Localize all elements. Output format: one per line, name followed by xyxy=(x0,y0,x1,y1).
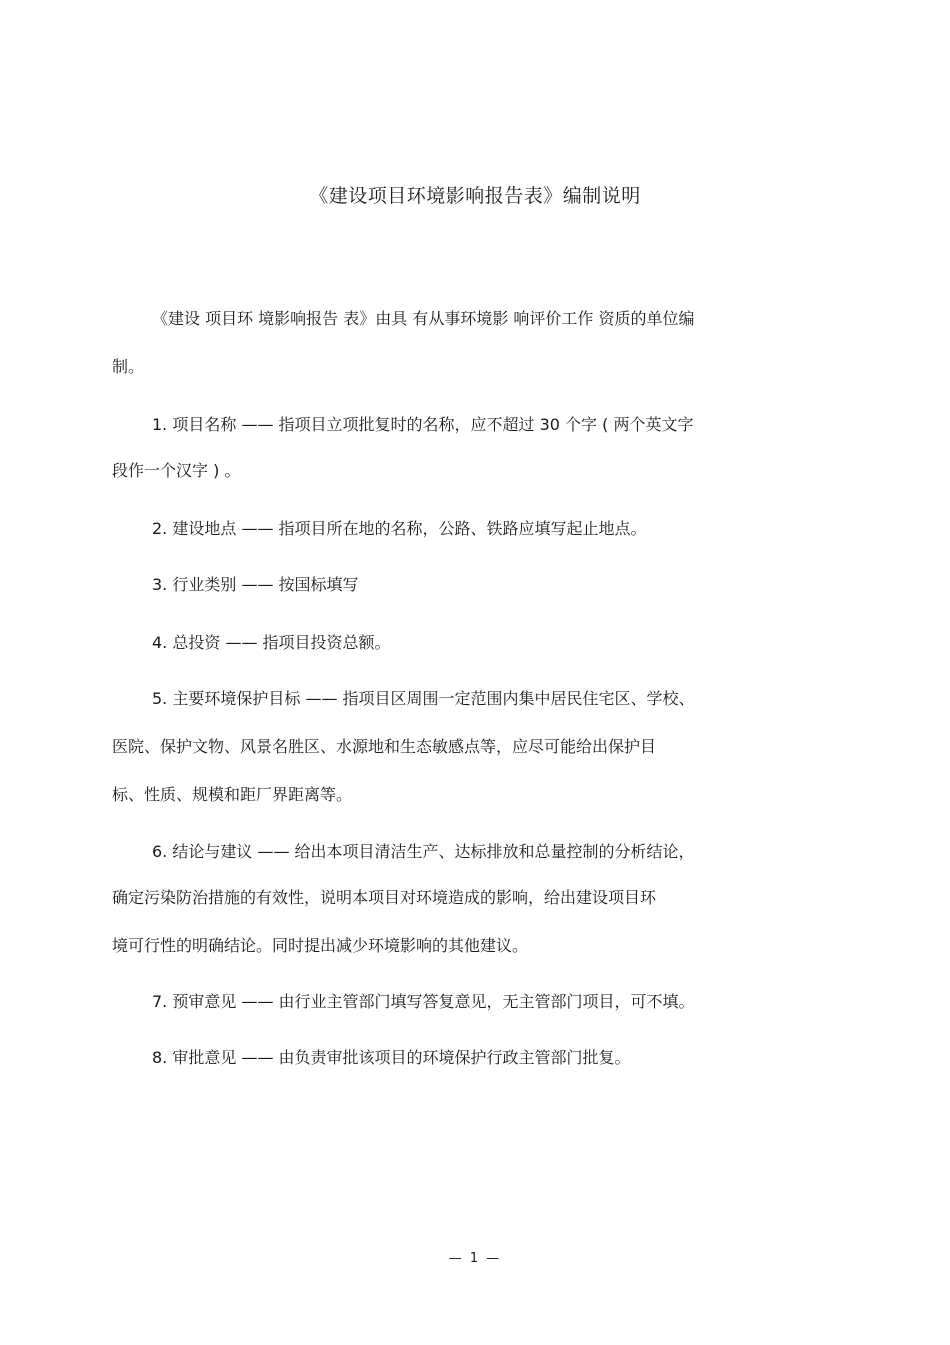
item-3-line-1: 3. 行业类别 —— 按国标填写 xyxy=(152,575,359,594)
item-7-line-1: 7. 预审意见 —— 由行业主管部门填写答复意见，无主管部门项目，可不填。 xyxy=(152,992,695,1011)
intro-line-1: 《建设 项目环 境影响报告 表》由具 有从事环境影 响评价工作 资质的单位编 xyxy=(152,309,695,328)
item-2-line-1: 2. 建设地点 —— 指项目所在地的名称，公路、铁路应填写起止地点。 xyxy=(152,519,647,538)
item-5-line-3: 标、性质、规模和距厂界距离等。 xyxy=(112,785,353,804)
document-title: 《建设项目环境影响报告表》编制说明 xyxy=(309,185,641,207)
item-5-line-2: 医院、保护文物、风景名胜区、水源地和生态敏感点等，应尽可能给出保护目 xyxy=(112,737,657,756)
item-6-line-1: 6. 结论与建议 —— 给出本项目清洁生产、达标排放和总量控制的分析结论， xyxy=(152,842,695,861)
intro-line-2: 制。 xyxy=(112,357,145,376)
item-5-line-1: 5. 主要环境保护目标 —— 指项目区周围一定范围内集中居民住宅区、学校、 xyxy=(152,689,695,708)
item-6-line-2: 确定污染防治措施的有效性，说明本项目对环境造成的影响，给出建设项目环 xyxy=(112,888,657,907)
item-1-line-2: 段作一个汉字 ) 。 xyxy=(112,461,241,480)
item-6-line-3: 境可行性的明确结论。同时提出减少环境影响的其他建议。 xyxy=(112,936,529,955)
page-number: — 1 — xyxy=(448,1251,502,1266)
item-4-line-1: 4. 总投资 —— 指项目投资总额。 xyxy=(152,633,391,652)
item-1-line-1: 1. 项目名称 —— 指项目立项批复时的名称，应不超过 30 个字 ( 两个英文字 xyxy=(152,415,694,434)
item-8-line-1: 8. 审批意见 —— 由负责审批该项目的环境保护行政主管部门批复。 xyxy=(152,1048,631,1067)
